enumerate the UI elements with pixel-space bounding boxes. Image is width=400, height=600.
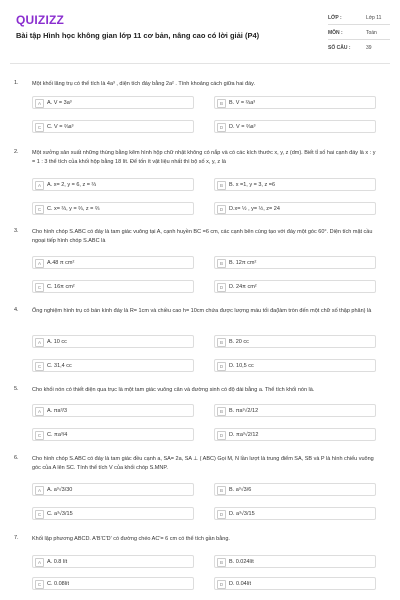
option-c[interactable] (32, 507, 194, 520)
option-b[interactable] (214, 404, 376, 417)
option-d[interactable] (214, 120, 376, 133)
meta-count (328, 45, 372, 51)
option-letter: C (35, 431, 44, 440)
option-c[interactable] (32, 202, 194, 215)
option-text: C. a³√3/15 (47, 511, 73, 517)
option-text: A. a³√3/30 (47, 487, 73, 493)
option-b[interactable] (214, 178, 376, 191)
option-a[interactable] (32, 96, 194, 109)
option-letter: D (217, 431, 226, 440)
quizizz-logo: QUIZIZZ (16, 13, 65, 27)
option-d[interactable] (214, 577, 376, 590)
option-d[interactable] (214, 280, 376, 293)
option-b[interactable] (214, 335, 376, 348)
option-a[interactable] (32, 335, 194, 348)
question-text: Một xưởng sản xuất những thùng bằng kẽm hình hộp chữ nhật không có nắp và có các kích thước x, y, z (dm). Biết tỉ số hai cạnh đáy là x : y = 1 : 3 thể tích của khối hộp bằng 18 lít. Để tốn ít vật liệu nhất thì bộ số x, y, z là (32, 150, 376, 165)
option-letter: A (35, 99, 44, 108)
divider (328, 24, 390, 25)
option-letter: B (217, 338, 226, 347)
option-letter: B (217, 558, 226, 567)
question-number: 3. (14, 228, 19, 234)
option-letter: A (35, 407, 44, 416)
option-letter: A (35, 338, 44, 347)
option-letter: A (35, 558, 44, 567)
option-letter: C (35, 123, 44, 132)
option-c[interactable] (32, 359, 194, 372)
option-c[interactable] (32, 120, 194, 133)
option-text: C. 16π cm² (47, 284, 75, 290)
option-b[interactable] (214, 555, 376, 568)
question-number: 7. (14, 535, 19, 541)
page-title: Bài tập Hình học không gian lớp 11 cơ bản, nâng cao có lời giải (P4) (16, 31, 260, 40)
option-a[interactable] (32, 178, 194, 191)
option-text: D. 24π cm² (229, 284, 257, 290)
option-text: A. πa³/3 (47, 408, 67, 414)
option-letter: D (217, 205, 226, 214)
meta-value: Lớp 11 (366, 15, 382, 21)
option-letter: D (217, 283, 226, 292)
option-letter: B (217, 181, 226, 190)
header-divider (10, 63, 390, 64)
meta-value: Toán (366, 30, 377, 36)
option-text: A.48 π cm² (47, 260, 75, 266)
divider (328, 39, 390, 40)
meta-key: MÔN : (328, 30, 343, 36)
option-text: D. V = ⅔a³ (229, 124, 256, 130)
meta-class (328, 15, 382, 21)
option-text: D. 10,5 cc (229, 363, 254, 369)
option-letter: C (35, 283, 44, 292)
option-letter: B (217, 407, 226, 416)
option-text: C. V = ⅔a³ (47, 124, 74, 130)
option-text: B. 0.024lít (229, 559, 254, 565)
option-a[interactable] (32, 555, 194, 568)
question-number: 4. (14, 307, 19, 313)
meta-value: 39 (366, 45, 372, 51)
meta-key: LỚP : (328, 15, 342, 21)
question-number: 2. (14, 149, 19, 155)
option-c[interactable] (32, 280, 194, 293)
question-text: Cho hình chóp S.ABC có đáy là tam giác vuông tại A, cạnh huyền BC =6 cm, các cạnh bên cùng tạo với đáy một góc 60°. Diện tích mặt cầu ngoại tiếp hình chóp S.ABC là (32, 229, 373, 244)
option-c[interactable] (32, 428, 194, 441)
option-a[interactable] (32, 483, 194, 496)
option-b[interactable] (214, 96, 376, 109)
option-text: A. V = 3a³ (47, 100, 72, 106)
option-text: D. πa³√2/12 (229, 432, 259, 438)
header (0, 0, 400, 58)
option-text: B. a³√3/6 (229, 487, 252, 493)
option-letter: A (35, 486, 44, 495)
option-text: D. a³√3/15 (229, 511, 255, 517)
option-letter: B (217, 259, 226, 268)
option-text: C. πa³/4 (47, 432, 68, 438)
option-text: A. 10 cc (47, 339, 67, 345)
option-a[interactable] (32, 404, 194, 417)
option-text: C. 31,4 cc (47, 363, 72, 369)
option-text: D. 0.04lít (229, 581, 252, 587)
option-text: C. x= ⅔, y = ⅔, z = ⅔ (47, 206, 100, 212)
option-d[interactable] (214, 359, 376, 372)
option-letter: D (217, 580, 226, 589)
option-letter: C (35, 362, 44, 371)
option-text: B. 12π cm² (229, 260, 257, 266)
option-c[interactable] (32, 577, 194, 590)
option-letter: C (35, 205, 44, 214)
option-letter: C (35, 580, 44, 589)
option-letter: A (35, 181, 44, 190)
question-text: Cho hình chóp S.ABC có đáy là tam giác đều cạnh a, SA= 2a, SA ⊥ ( ABC) Gọi M, N lần lượt là trung điểm SA, SB và P là hình chiếu vuông góc của A lên SC. Tính thể tích V của khối chóp S.MNP. (32, 456, 374, 471)
question-text: Khối lập phương ABCD. A'B'C'D' có đường chéo AC'= 6 cm có thể tích gần bằng. (32, 536, 230, 542)
option-letter: D (217, 362, 226, 371)
option-letter: B (217, 486, 226, 495)
option-text: D.x= ½ , y= ½, z= 24 (229, 206, 280, 212)
question-number: 1. (14, 80, 19, 86)
question-text: Cho khối nón có thiết diện qua trục là một tam giác vuông cân và đường sinh có độ dài bằng a. Thể tích khối nón là. (32, 387, 315, 393)
meta-key: SỐ CÂU : (328, 45, 351, 51)
question-text: Ống nghiệm hình trụ có bán kính đáy là R= 1cm và chiều cao h= 10cm chứa được lượng máu tối đa(làm tròn đến một chữ số thập phân) là (32, 308, 372, 314)
option-letter: A (35, 259, 44, 268)
option-text: B. V = ⅔a³ (229, 100, 256, 106)
option-letter: C (35, 510, 44, 519)
option-d[interactable] (214, 428, 376, 441)
option-letter: B (217, 99, 226, 108)
option-d[interactable] (214, 507, 376, 520)
option-text: B. x =1, y = 3, z =6 (229, 182, 276, 188)
question-text: Một khối lăng trụ có thể tích là 4a³ , diện tích đáy bằng 2a² . Tính khoảng cách giữa hai đáy. (32, 81, 256, 87)
option-text: C. 0.08lít (47, 581, 70, 587)
option-text: B. πa³√2/12 (229, 408, 259, 414)
option-text: B. 20 cc (229, 339, 249, 345)
option-text: A. 0.8 lít (47, 559, 68, 565)
option-d[interactable] (214, 202, 376, 215)
question-number: 6. (14, 455, 19, 461)
option-b[interactable] (214, 256, 376, 269)
option-text: A. x= 2, y = 6, z = ⅔ (47, 182, 97, 188)
question-number: 5. (14, 386, 19, 392)
meta-subject (328, 30, 377, 36)
option-b[interactable] (214, 483, 376, 496)
option-letter: D (217, 510, 226, 519)
option-a[interactable] (32, 256, 194, 269)
option-letter: D (217, 123, 226, 132)
